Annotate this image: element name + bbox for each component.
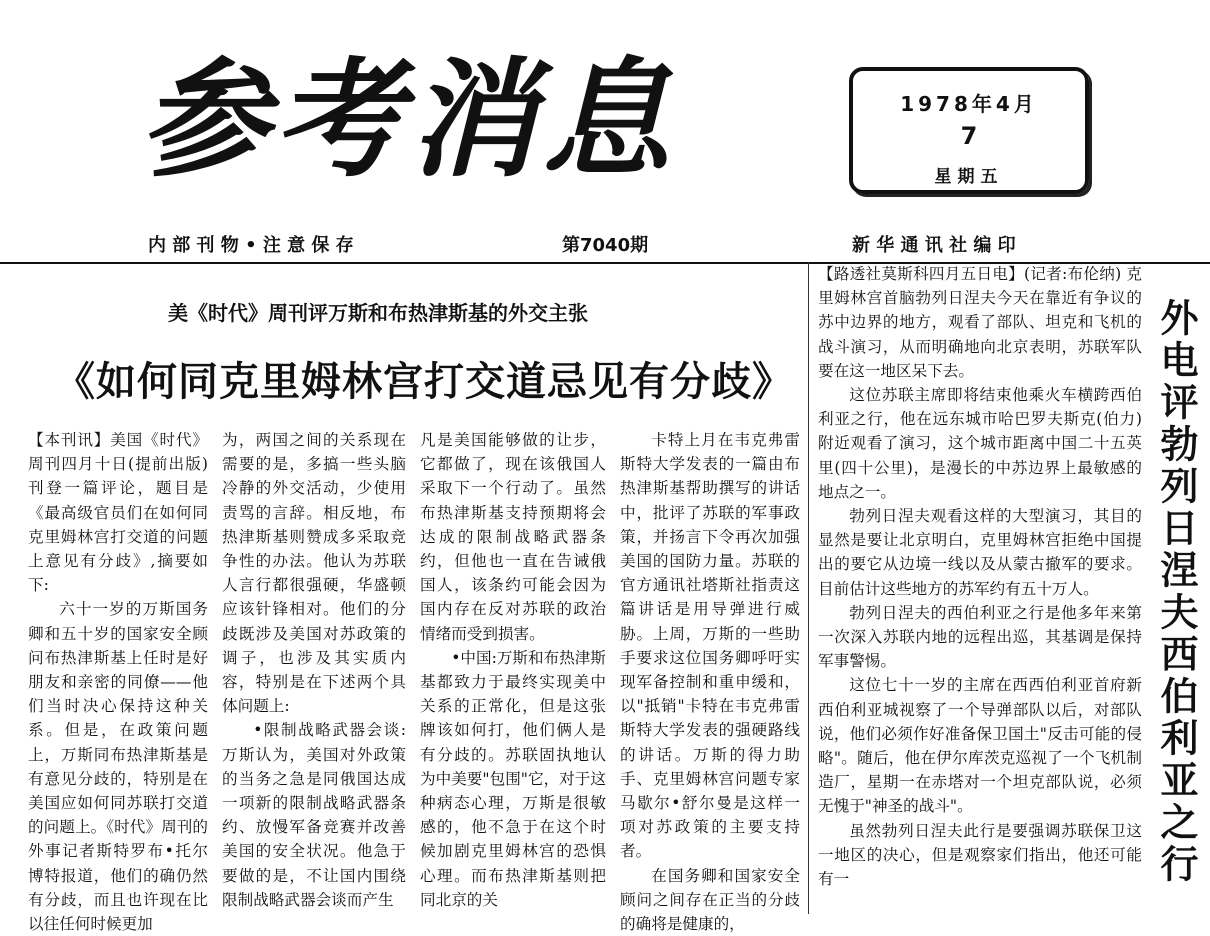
paragraph: 在国务卿和国家安全顾问之间存在正当的分歧的确将是健康的， [620, 866, 800, 934]
paragraph: 六十一岁的万斯国务卿和五十岁的国家安全顾问布热津斯基上任时是好朋友和亲密的同僚——他们当时决心保持这种关系。但是，在政策问题上，万斯同布热津斯基是有意见分歧的，特别是在美国应如何同苏联打交道的问题上。《时代》周刊的外事记者斯特罗布•托尔博特报道，他们的确仍然有分歧，而且也许现在比以往任何时候更加 [28, 600, 208, 934]
publisher-line: 新 华 通 讯 社 编 印 [852, 235, 1016, 256]
paragraph: 这位苏联主席即将结束他乘火车横跨西伯利亚之行，他在远东城市哈巴罗夫斯克(伯力)附近观看了演习，这个城市距离中国二十五英里(四十公里)，是漫长的中苏边界上最敏感的地点之一。 [818, 386, 1142, 501]
paragraph: 勃列日涅夫的西伯利亚之行是他多年来第一次深入苏联内地的远程出巡，其基调是保持军事警惕。 [818, 603, 1142, 671]
article-column-3 [420, 428, 606, 914]
article-column-2 [222, 428, 406, 914]
date-weekday: 星期五 [934, 167, 1004, 187]
side-article-title: 外电评勃列日涅夫西伯利亚之行 [1154, 298, 1199, 886]
paragraph: 卡特上月在韦克弗雷斯特大学发表的一篇由布热津斯基帮助撰写的讲话中，批评了苏联的军事政策，并扬言下令再次加强美国的国防力量。苏联的官方通讯社塔斯社指责这篇讲话是用导弹进行威胁。上周，万斯的一些助手要求这位国务卿呼吁实现军备控制和重申缓和，以"抵销"卡特在韦克弗雷斯特大学发表的强硬路线的讲话。万斯的得力助手、克里姆林宫问题专家马歇尔•舒尔曼是这样一项对苏政策的主要支持者。 [620, 431, 800, 861]
paragraph: 为，两国之间的关系现在需要的是，多搞一些头脑冷静的外交活动，少使用责骂的言辞。相反地，布热津斯基则赞成多采取竞争性的办法。他认为苏联人言行都很强硬，华盛顿应该针锋相对。他们的分歧既涉及美国对苏政策的调子，也涉及其实质内容，特别是在下述两个具体问题上: [222, 431, 406, 716]
issue-number: 第7040期 [562, 235, 649, 256]
date-day: 7 [960, 122, 978, 150]
paragraph: 【本刊讯】美国《时代》周刊四月十日(提前出版)刊登一篇评论，题目是《最高级官员们在如何同克里姆林宫打交道的问题上意见有分歧》,摘要如下: [28, 431, 208, 595]
paragraph: 虽然勃列日涅夫此行是要强调苏联保卫这一地区的决心，但是观察家们指出，他还可能有一 [818, 821, 1142, 889]
paragraph: 这位七十一岁的主席在西西伯利亚首府新西伯利亚城视察了一个导弹部队以后，对部队说，他们必须作好准备保卫国土"反击可能的侵略"。随后，他在伊尔库茨克巡视了一个飞机制造厂，星期一在赤塔对一个坦克部队说，必须无愧于"神圣的战斗"。 [818, 676, 1142, 816]
internal-notice: 内 部 刊 物 • 注 意 保 存 [148, 235, 354, 256]
side-article-body [818, 262, 1142, 914]
paragraph: 凡是美国能够做的让步，它都做了，现在该俄国人采取下一个行动了。虽然布热津斯基支持预期将会达成的限制战略武器条约，但他也一直在告诫俄国人，该条约可能会因为国内存在反对苏联的政治情绪而受到损害。 [420, 431, 606, 643]
paragraph: •限制战略武器会谈:万斯认为，美国对外政策的当务之急是同俄国达成一项新的限制战略武器条约、放慢军备竞赛并改善美国的安全状况。他急于要做的是，不让国内围绕限制战略武器会谈而产生 [222, 721, 406, 909]
paragraph: 勃列日涅夫观看这样的大型演习，其目的显然是要让北京明白，克里姆林宫拒绝中国提出的要它从边境一线以及从蒙古撤军的要求。目前估计这些地方的苏军约有五十万人。 [818, 507, 1142, 598]
column-divider [808, 262, 809, 914]
article-subhead: 美《时代》周刊评万斯和布热津斯基的外交主张 [168, 301, 588, 325]
date-box [849, 67, 1089, 194]
article-headline: 《如何同克里姆林宫打交道忌见有分歧》 [55, 358, 793, 405]
paragraph: •中国:万斯和布热津斯基都致力于最终实现美中关系的正常化，但是这张牌该如何打，他们俩人是有分歧的。苏联固执地认为中美要"包围"它，对于这种病态心理，万斯是很敏感的，他不急于在这个时候加剧克里姆林宫的恐惧心理。而布热津斯基则把同北京的关 [420, 648, 606, 909]
article-column-1 [28, 428, 208, 934]
article-column-4 [620, 428, 800, 934]
date-year-month: 1978年4月 [900, 92, 1038, 116]
masthead-title: 参考消息 [140, 45, 677, 195]
paragraph: 【路透社莫斯科四月五日电】(记者:布伦纳) 克里姆林宫首脑勃列日涅夫今天在靠近有争议的苏中边界的地方，观看了部队、坦克和飞机的战斗演习，从而明确地向北京表明，苏联军队要在这一地区呆下去。 [818, 265, 1142, 380]
